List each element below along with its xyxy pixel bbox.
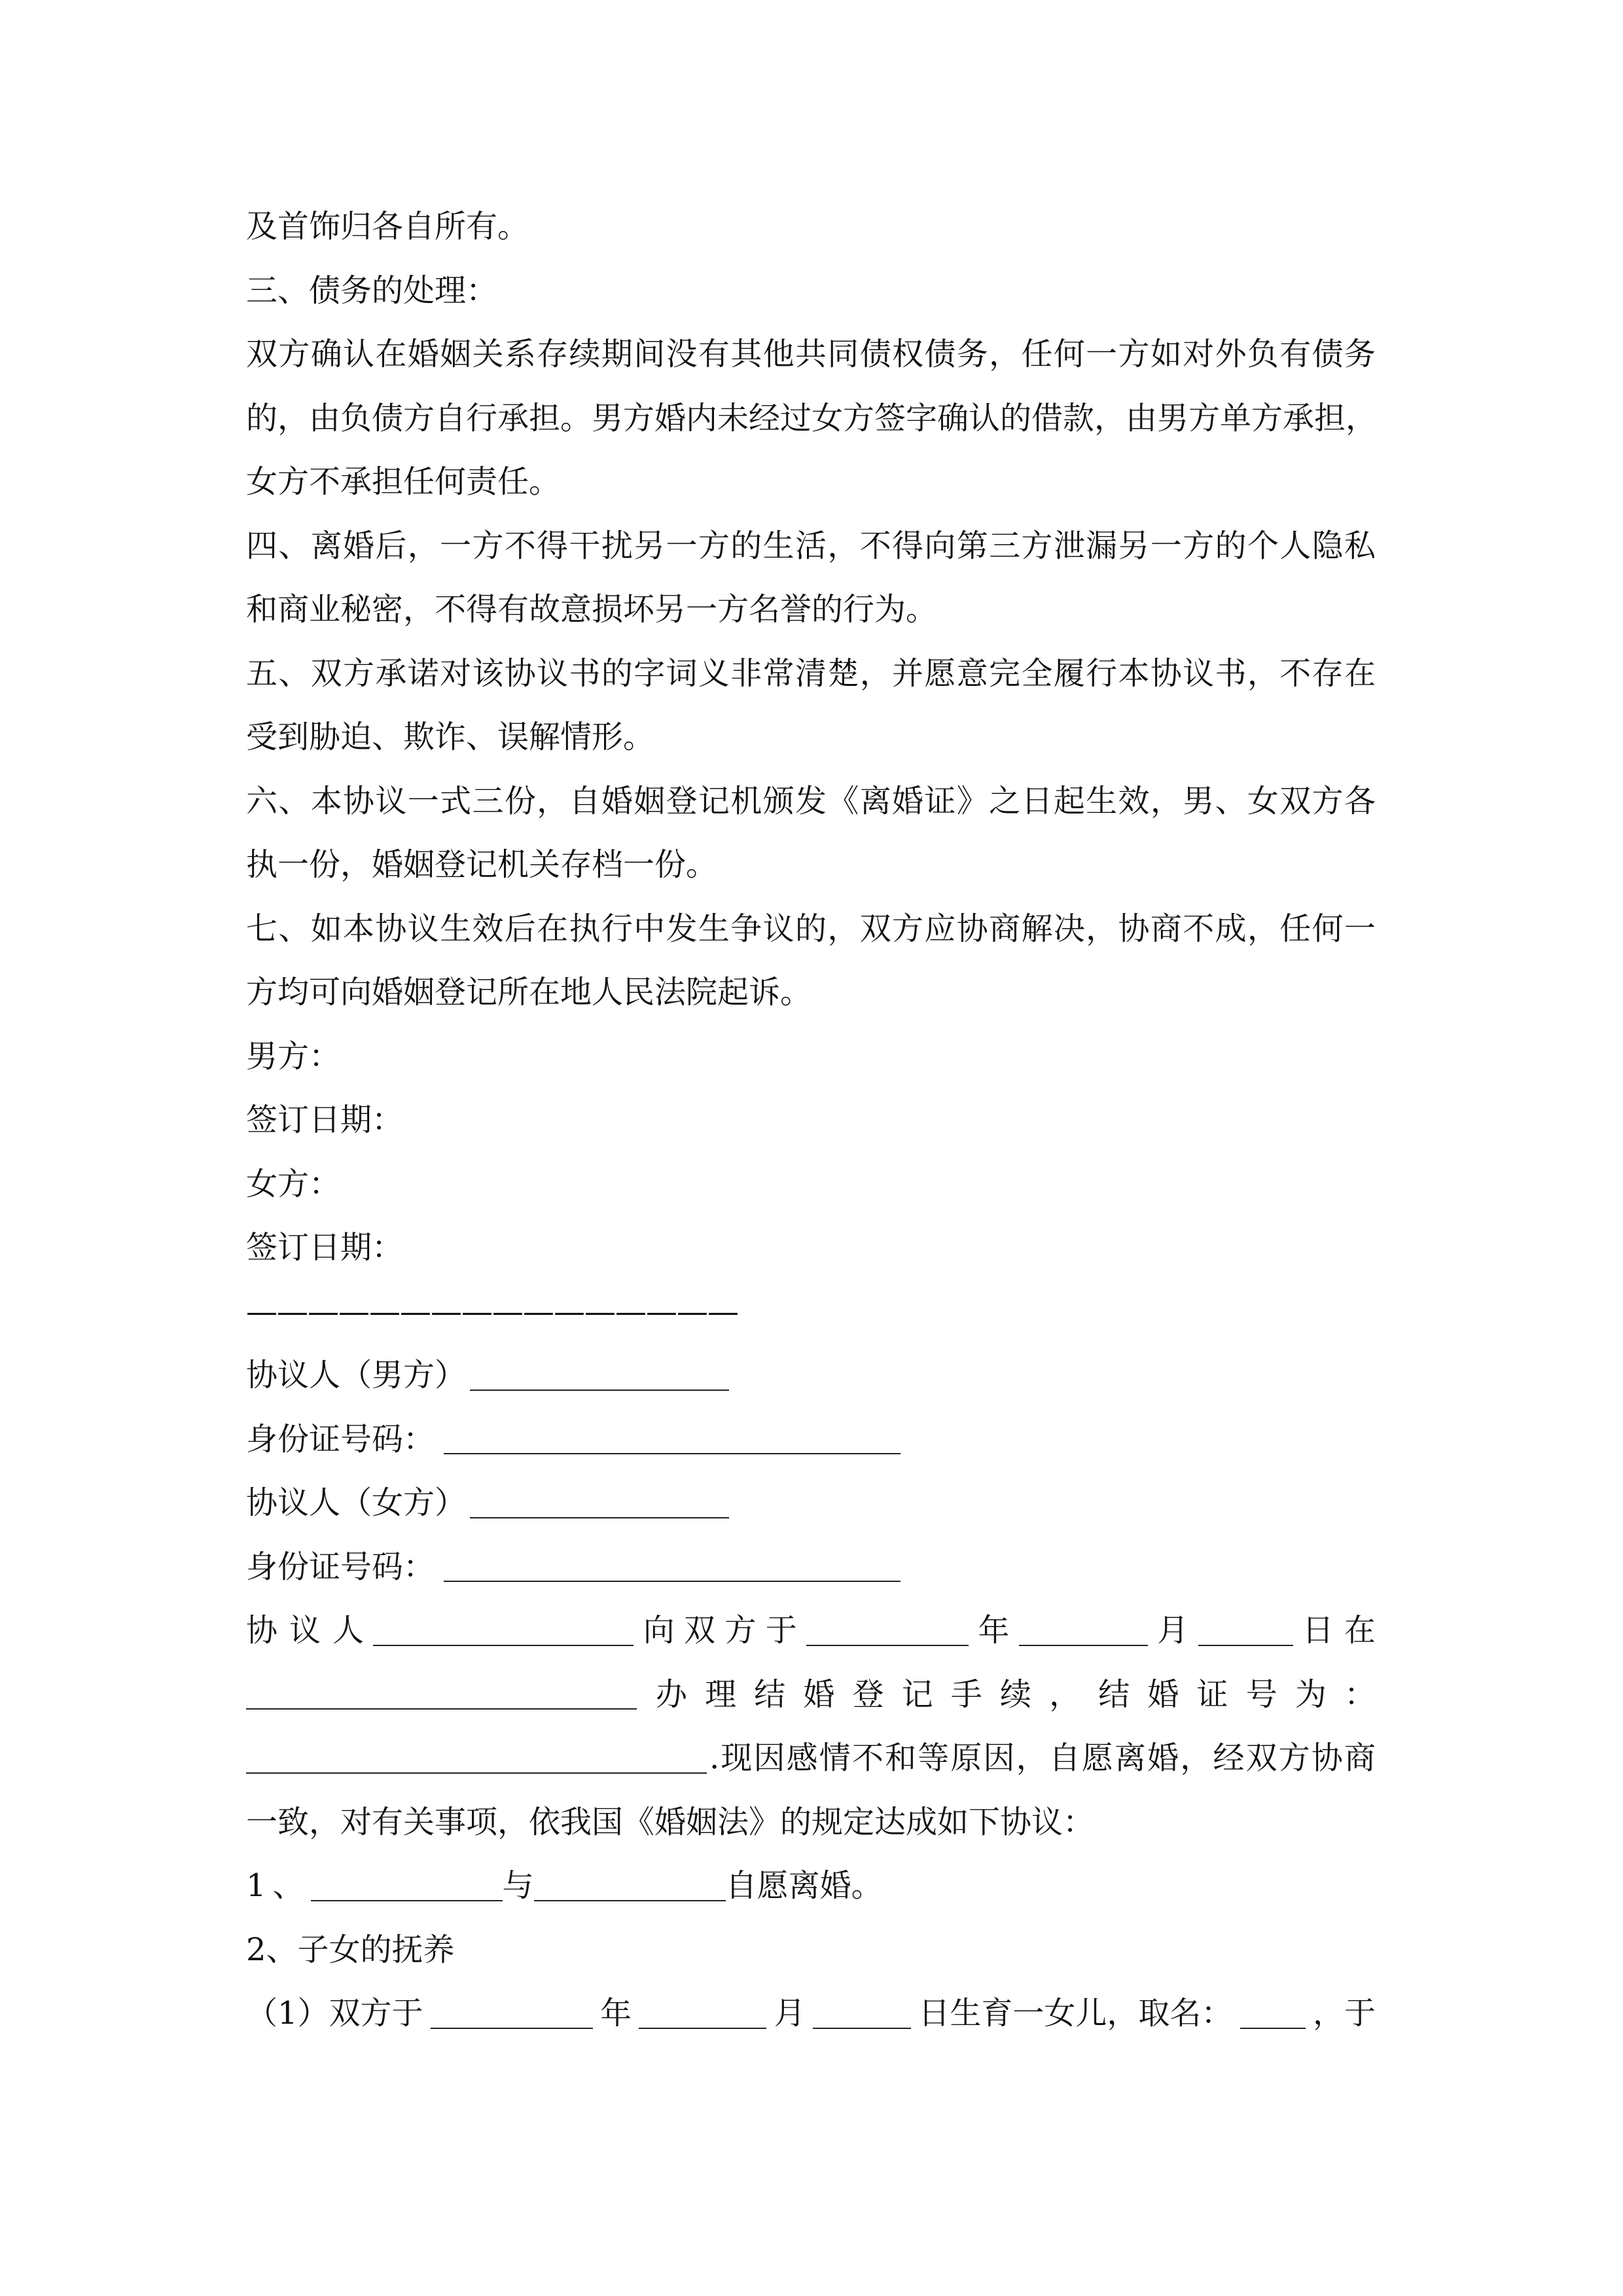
id-number-label: 身份证号码： bbox=[246, 1548, 435, 1585]
year-blank[interactable] bbox=[431, 1999, 593, 2029]
text-segment: ，于 bbox=[1312, 1995, 1376, 2032]
male-party-label: 协议人（男方） bbox=[246, 1357, 467, 1393]
paragraph-line: 女方不承担任何责任。 bbox=[246, 463, 561, 500]
sign-date-label: 签订日期： bbox=[246, 1102, 404, 1138]
year-blank[interactable] bbox=[806, 1616, 969, 1646]
paragraph-line: 和商业秘密，不得有故意损坏另一方名誉的行为。 bbox=[246, 591, 938, 628]
section-heading: 三、债务的处理： bbox=[246, 272, 498, 309]
paragraph-line: 方均可向婚姻登记所在地人民法院起诉。 bbox=[246, 974, 812, 1011]
paragraph-line: 一致，对有关事项，依我国《婚姻法》的规定达成如下协议： bbox=[246, 1803, 1095, 1840]
document-page bbox=[246, 195, 1376, 2046]
day-blank[interactable] bbox=[1198, 1616, 1293, 1646]
certificate-number-blank[interactable] bbox=[246, 1744, 707, 1774]
year-label: 年 bbox=[600, 1995, 632, 2032]
item-1-row bbox=[246, 1854, 1376, 1918]
paragraph-line: 受到胁迫、欺诈、误解情形。 bbox=[246, 719, 655, 755]
text-segment: 办理结婚登记手续，结婚证号为： bbox=[656, 1676, 1376, 1713]
child-row bbox=[246, 1982, 1376, 2046]
sign-date-label: 签订日期： bbox=[246, 1229, 404, 1266]
text-segment: 自愿离婚。 bbox=[725, 1867, 883, 1904]
text-segment: 向双方于 bbox=[643, 1612, 797, 1649]
separator-line: ———————————————— bbox=[246, 1293, 738, 1330]
name-blank[interactable] bbox=[311, 1871, 503, 1901]
month-label: 月 bbox=[1157, 1612, 1189, 1649]
party-label: 协议人 bbox=[246, 1612, 364, 1649]
place-blank[interactable] bbox=[246, 1679, 637, 1710]
female-id-blank[interactable] bbox=[444, 1552, 901, 1582]
text-segment: （1）双方于 bbox=[246, 1995, 423, 2032]
month-label: 月 bbox=[774, 1995, 806, 2032]
female-party-row bbox=[246, 1471, 1376, 1535]
paragraph-line: 双方确认在婚姻关系存续期间没有其他共同债权债务，任何一方如对外负有债务 bbox=[246, 336, 1376, 372]
male-party-blank[interactable] bbox=[470, 1361, 729, 1391]
registration-row-2 bbox=[246, 1663, 1376, 1727]
paragraph-line: 六、本协议一式三份，自婚姻登记机颁发《离婚证》之日起生效，男、女双方各 bbox=[246, 782, 1376, 819]
paragraph-line: 四、离婚后，一方不得干扰另一方的生活，不得向第三方泄漏另一方的个人隐私 bbox=[246, 527, 1376, 564]
paragraph-line: 及首饰归各自所有。 bbox=[246, 208, 529, 245]
text-segment: 日在 bbox=[1302, 1612, 1376, 1649]
party-blank[interactable] bbox=[373, 1616, 633, 1646]
female-signature-label: 女方： bbox=[246, 1165, 341, 1202]
paragraph-line: 七、如本协议生效后在执行中发生争议的，双方应协商解决，协商不成，任何一 bbox=[246, 910, 1376, 947]
month-blank[interactable] bbox=[639, 1999, 766, 2029]
female-party-label: 协议人（女方） bbox=[246, 1484, 467, 1521]
child-name-blank[interactable] bbox=[1240, 1999, 1306, 2029]
male-signature-label: 男方： bbox=[246, 1037, 341, 1075]
paragraph-line: 的，由负债方自行承担。男方婚内未经过女方签字确认的借款，由男方单方承担， bbox=[246, 399, 1378, 437]
year-label: 年 bbox=[978, 1612, 1010, 1649]
name-blank[interactable] bbox=[534, 1871, 726, 1901]
paragraph-line: 执一份，婚姻登记机关存档一份。 bbox=[246, 846, 718, 883]
paragraph-line: 五、双方承诺对该协议书的字词义非常清楚，并愿意完全履行本协议书，不存在 bbox=[246, 655, 1376, 692]
male-id-blank[interactable] bbox=[444, 1424, 901, 1454]
month-blank[interactable] bbox=[1019, 1616, 1148, 1646]
item-number: 1、 bbox=[246, 1867, 311, 1904]
day-blank[interactable] bbox=[813, 1999, 911, 2029]
male-id-row bbox=[246, 1408, 1376, 1472]
female-id-row bbox=[246, 1535, 1376, 1600]
male-party-row bbox=[246, 1344, 1376, 1408]
text-segment: .现因感情不和等原因，自愿离婚，经双方协商 bbox=[709, 1740, 1376, 1776]
text-segment: 与 bbox=[502, 1867, 534, 1904]
registration-row-3 bbox=[246, 1727, 1376, 1791]
section-heading: 2、子女的抚养 bbox=[246, 1931, 455, 1968]
female-party-blank[interactable] bbox=[470, 1488, 729, 1518]
marriage-registration-row bbox=[246, 1599, 1376, 1663]
id-number-label: 身份证号码： bbox=[246, 1420, 435, 1458]
text-segment: 日生育一女儿，取名： bbox=[918, 1995, 1233, 2032]
